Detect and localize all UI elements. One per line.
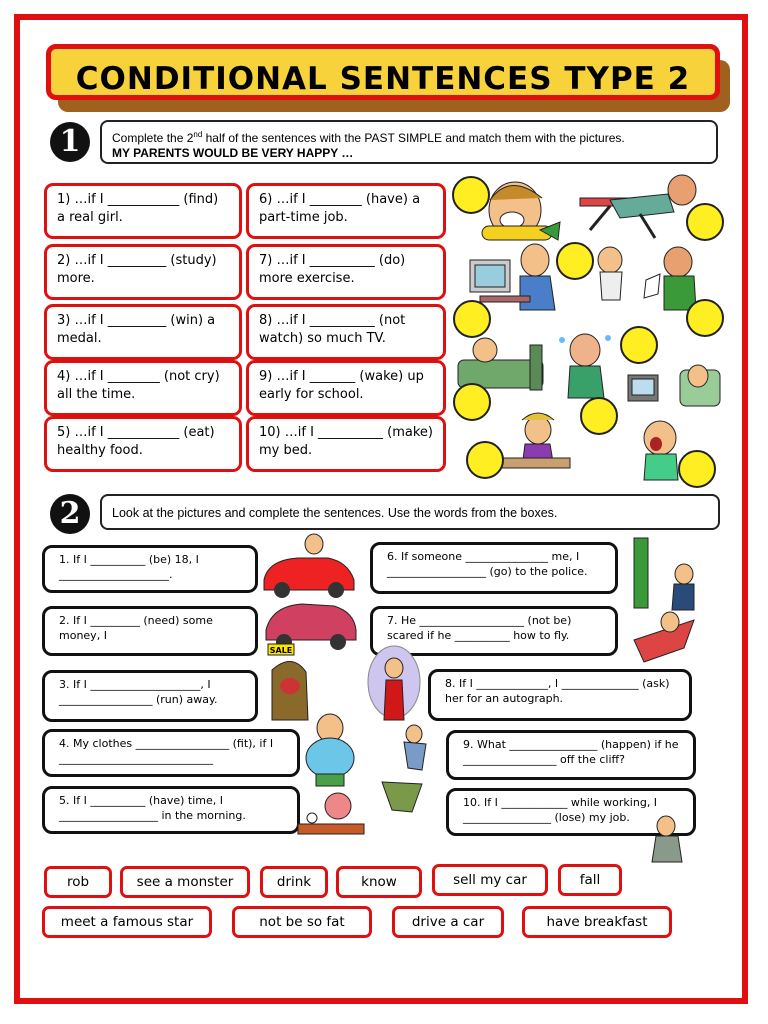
exercise-2-item: 2. If I _________ (need) some money, I [42, 606, 258, 656]
answer-circle[interactable] [686, 299, 724, 337]
exercise-2-item: 9. What ________________ (happen) if he _________________ off the cliff? [446, 730, 696, 780]
word-box: rob [44, 866, 112, 898]
exercise-1-item: 6) …if I ________ (have) a part-time job. [246, 183, 446, 239]
worker-drinking-illustration [652, 816, 682, 862]
answer-circle[interactable] [453, 383, 491, 421]
breakfast-table-illustration [298, 793, 364, 834]
section-2-instruction: Look at the pictures and complete the sentences. Use the words from the boxes. [100, 494, 720, 530]
word-box: sell my car [432, 864, 548, 896]
sale-car-illustration [266, 604, 356, 655]
section-1-number: 1 [50, 122, 90, 162]
word-box: not be so fat [232, 906, 372, 938]
man-watching-tv-illustration [628, 365, 720, 406]
flying-man-illustration [634, 612, 694, 662]
exercise-2-item: 3. If I ____________________, I _________________ (run) away. [42, 670, 258, 722]
answer-circle[interactable] [466, 441, 504, 479]
section-2-number: 2 [50, 494, 90, 534]
answer-circle[interactable] [452, 176, 490, 214]
exercise-1-item: 7) …if I __________ (do) more exercise. [246, 244, 446, 300]
exercise-2-item: 4. My clothes _________________ (fit), if I ____________________________ [42, 729, 300, 777]
section-2-right-illustrations [364, 530, 704, 870]
man-falling-off-cliff-illustration [382, 725, 426, 812]
section-2-left-illustrations [258, 530, 368, 850]
word-box: see a monster [120, 866, 250, 898]
exercise-2-item: 8. If I _____________, I ______________ (ask) her for an autograph. [428, 669, 692, 721]
section-1-lead: MY PARENTS WOULD BE VERY HAPPY … [112, 146, 354, 160]
exercise-1-item: 2) …if I _________ (study) more. [44, 244, 242, 300]
answer-circle[interactable] [620, 326, 658, 364]
exercise-2-item: 5. If I __________ (have) time, I __________________ in the morning. [42, 786, 300, 834]
man-on-bench-illustration [580, 175, 696, 238]
page-title: CONDITIONAL SENTENCES TYPE 2 [75, 61, 691, 97]
instruction-text-end: half of the sentences with the PAST SIMPLE and match them with the pictures. [202, 131, 625, 145]
word-box: have breakfast [522, 906, 672, 938]
exercise-1-item: 5) …if I ___________ (eat) healthy food. [44, 416, 242, 472]
word-box: fall [558, 864, 622, 896]
title-banner [46, 44, 720, 100]
word-box: drive a car [392, 906, 504, 938]
exercise-2-item: 6. If someone _______________ me, I __________________ (go) to the police. [370, 542, 618, 594]
famous-star-illustration [368, 646, 420, 720]
exercise-1-item: 4) …if I ________ (not cry) all the time. [44, 360, 242, 416]
section-1-instruction [100, 120, 718, 164]
boy-with-corn-illustration [482, 182, 560, 240]
monster-illustration [272, 661, 308, 720]
crying-boy-illustration [559, 334, 611, 398]
exercise-1-item: 9) …if I _______ (wake) up early for school. [246, 360, 446, 416]
exercise-1-item: 3) …if I _________ (win) a medal. [44, 304, 242, 360]
instruction-text-start: Complete the 2 [112, 131, 194, 145]
exercise-2-item: 10. If I ____________ while working, I ________________ (lose) my job. [446, 788, 696, 836]
yawning-boy-illustration [644, 421, 678, 480]
boy-at-computer-illustration [470, 244, 555, 310]
instruction-superscript: nd [193, 130, 203, 139]
word-box: drink [260, 866, 328, 898]
car-sale-sign: SALE [269, 646, 293, 655]
exercise-2-item: 1. If I __________ (be) 18, I ____________________. [42, 545, 258, 593]
exercise-1-item: 8) …if I __________ (not watch) so much TV. [246, 304, 446, 360]
fat-boy-illustration [306, 714, 354, 786]
red-car-driver-illustration [264, 534, 354, 598]
answer-circle[interactable] [453, 300, 491, 338]
exercise-1-item: 1) …if I ___________ (find) a real girl. [44, 183, 242, 239]
answer-circle[interactable] [678, 450, 716, 488]
exercise-2-item: 7. He ___________________ (not be) scared if he __________ how to fly. [370, 606, 618, 656]
word-box: meet a famous star [42, 906, 212, 938]
word-box: know [336, 866, 422, 898]
robber-and-police-illustration [634, 538, 694, 610]
answer-circle[interactable] [556, 242, 594, 280]
dad-and-son-illustration [598, 247, 696, 310]
answer-circle[interactable] [686, 203, 724, 241]
exercise-1-item: 10) …if I __________ (make) my bed. [246, 416, 446, 472]
answer-circle[interactable] [580, 397, 618, 435]
